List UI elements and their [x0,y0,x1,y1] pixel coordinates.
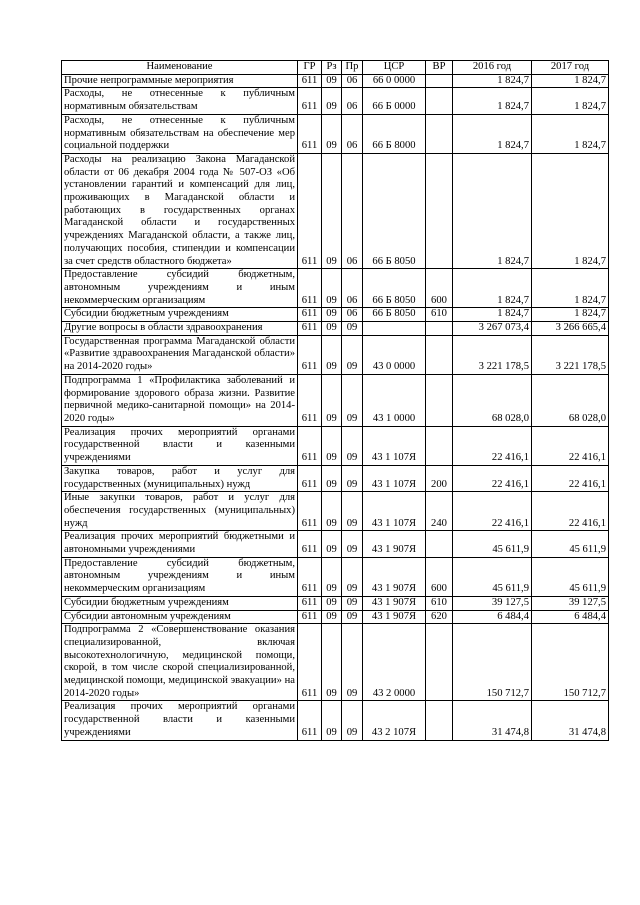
row-vr: 240 [426,492,453,531]
table-row [62,492,609,531]
row-vr [426,114,453,153]
row-pr: 09 [342,610,363,624]
row-2016: 45 611,9 [453,557,532,596]
row-gr: 611 [298,114,322,153]
row-pr: 06 [342,114,363,153]
header-name: Наименование [62,61,298,75]
row-gr: 611 [298,374,322,426]
row-2017: 3 221 178,5 [532,335,609,374]
row-vr [426,74,453,88]
row-2017: 22 416,1 [532,465,609,491]
row-2016: 68 028,0 [453,374,532,426]
table-row [62,557,609,596]
row-2017: 31 474,8 [532,701,609,740]
row-2017: 6 484,4 [532,610,609,624]
row-rz: 09 [322,88,342,114]
table-row [62,624,609,701]
row-rz: 09 [322,322,342,336]
row-2016: 45 611,9 [453,531,532,557]
row-vr [426,153,453,268]
row-gr: 611 [298,610,322,624]
row-rz: 09 [322,624,342,701]
row-gr: 611 [298,557,322,596]
row-name: Реализация прочих мероприятий органами государственной власти и казенными учреждениями [62,701,298,740]
row-name: Предоставление субсидий бюджетным, автономным учреждениям и иным некоммерческим организациям [62,269,298,308]
table-header-row [62,61,609,75]
table-body [62,74,609,740]
table-row [62,322,609,336]
row-vr [426,426,453,465]
row-pr: 09 [342,492,363,531]
row-vr: 610 [426,308,453,322]
row-gr: 611 [298,624,322,701]
row-2016: 22 416,1 [453,465,532,491]
row-csr: 43 1 0000 [363,374,426,426]
row-csr: 66 0 0000 [363,74,426,88]
row-name: Иные закупки товаров, работ и услуг для обеспечения государственных (муниципальных) нужд [62,492,298,531]
row-csr: 66 Б 0000 [363,88,426,114]
row-gr: 611 [298,153,322,268]
row-gr: 611 [298,322,322,336]
row-name: Другие вопросы в области здравоохранения [62,322,298,336]
table-row [62,610,609,624]
table-row [62,701,609,740]
row-csr: 43 2 0000 [363,624,426,701]
row-pr: 09 [342,557,363,596]
row-pr: 06 [342,269,363,308]
table-row [62,74,609,88]
row-csr: 43 1 107Я [363,465,426,491]
header-2016: 2016 год [453,61,532,75]
row-rz: 09 [322,610,342,624]
row-2016: 31 474,8 [453,701,532,740]
row-csr: 43 1 907Я [363,610,426,624]
row-2017: 3 266 665,4 [532,322,609,336]
header-2017: 2017 год [532,61,609,75]
row-vr [426,624,453,701]
header-vr: ВР [426,61,453,75]
row-2016: 22 416,1 [453,426,532,465]
row-name: Закупка товаров, работ и услуг для государственных (муниципальных) нужд [62,465,298,491]
row-pr: 09 [342,531,363,557]
row-csr: 66 Б 8000 [363,114,426,153]
row-2017: 1 824,7 [532,153,609,268]
row-rz: 09 [322,114,342,153]
row-name: Расходы, не отнесенные к публичным нормативным обязательствам на обеспечение мер социальной поддержки [62,114,298,153]
row-name: Реализация прочих мероприятий бюджетными и автономными учреждениями [62,531,298,557]
row-gr: 611 [298,596,322,610]
row-csr: 66 Б 8050 [363,308,426,322]
table-row [62,335,609,374]
row-rz: 09 [322,335,342,374]
row-pr: 09 [342,374,363,426]
row-vr [426,374,453,426]
row-2017: 22 416,1 [532,426,609,465]
row-gr: 611 [298,465,322,491]
row-csr [363,322,426,336]
row-2017: 1 824,7 [532,88,609,114]
row-name: Расходы, не отнесенные к публичным нормативным обязательствам [62,88,298,114]
row-csr: 43 1 107Я [363,426,426,465]
row-rz: 09 [322,596,342,610]
row-name: Субсидии автономным учреждениям [62,610,298,624]
row-rz: 09 [322,557,342,596]
row-vr [426,322,453,336]
row-gr: 611 [298,269,322,308]
row-pr: 06 [342,88,363,114]
row-rz: 09 [322,492,342,531]
row-name: Прочие непрограммные мероприятия [62,74,298,88]
row-name: Реализация прочих мероприятий органами государственной власти и казенными учреждениями [62,426,298,465]
row-vr: 200 [426,465,453,491]
header-gr: ГР [298,61,322,75]
table-row [62,114,609,153]
row-2017: 1 824,7 [532,308,609,322]
row-vr [426,701,453,740]
row-gr: 611 [298,426,322,465]
header-pr: Пр [342,61,363,75]
row-2016: 3 267 073,4 [453,322,532,336]
row-rz: 09 [322,426,342,465]
row-2016: 150 712,7 [453,624,532,701]
row-2017: 1 824,7 [532,114,609,153]
row-csr: 66 Б 8050 [363,269,426,308]
row-rz: 09 [322,465,342,491]
row-gr: 611 [298,531,322,557]
row-2016: 22 416,1 [453,492,532,531]
table-row [62,374,609,426]
row-pr: 09 [342,596,363,610]
row-name: Расходы на реализацию Закона Магаданской области от 06 декабря 2004 года № 507-ОЗ «Об установлении гарантий и компенсаций для лиц, проживающих в Магаданской области и работающих в государственных органах Магаданской области и государственных учреждениях Магаданской области, а также лиц, получающих пособия, стипендии и компенсации за счет средств областного бюджета» [62,153,298,268]
row-pr: 06 [342,74,363,88]
row-gr: 611 [298,308,322,322]
row-pr: 09 [342,624,363,701]
row-2017: 1 824,7 [532,74,609,88]
row-gr: 611 [298,74,322,88]
row-name: Субсидии бюджетным учреждениям [62,596,298,610]
row-gr: 611 [298,88,322,114]
row-pr: 09 [342,322,363,336]
row-rz: 09 [322,153,342,268]
row-vr: 600 [426,557,453,596]
row-rz: 09 [322,701,342,740]
row-rz: 09 [322,74,342,88]
row-2017: 150 712,7 [532,624,609,701]
row-2016: 1 824,7 [453,74,532,88]
row-2017: 68 028,0 [532,374,609,426]
row-rz: 09 [322,374,342,426]
row-2016: 39 127,5 [453,596,532,610]
table-row [62,465,609,491]
row-rz: 09 [322,531,342,557]
row-2016: 1 824,7 [453,308,532,322]
table-row [62,153,609,268]
row-vr: 600 [426,269,453,308]
header-csr: ЦСР [363,61,426,75]
row-vr [426,335,453,374]
row-pr: 06 [342,308,363,322]
row-name: Подпрограмма 1 «Профилактика заболеваний и формирование здорового образа жизни. Развитие первичной медико-санитарной помощи» на 2014-2020 годы» [62,374,298,426]
row-rz: 09 [322,308,342,322]
row-csr: 66 Б 8050 [363,153,426,268]
row-pr: 09 [342,335,363,374]
row-name: Государственная программа Магаданской области «Развитие здравоохранения Магаданской области» на 2014-2020 годы» [62,335,298,374]
row-gr: 611 [298,701,322,740]
row-gr: 611 [298,335,322,374]
table-row [62,308,609,322]
row-2017: 45 611,9 [532,531,609,557]
row-gr: 611 [298,492,322,531]
row-2016: 3 221 178,5 [453,335,532,374]
table-row [62,596,609,610]
row-pr: 09 [342,426,363,465]
row-csr: 43 1 907Я [363,557,426,596]
row-vr: 620 [426,610,453,624]
row-2016: 1 824,7 [453,88,532,114]
row-2016: 1 824,7 [453,153,532,268]
row-pr: 09 [342,465,363,491]
row-rz: 09 [322,269,342,308]
row-2016: 6 484,4 [453,610,532,624]
row-2017: 39 127,5 [532,596,609,610]
row-2017: 1 824,7 [532,269,609,308]
row-2017: 22 416,1 [532,492,609,531]
header-rz: Рз [322,61,342,75]
row-pr: 06 [342,153,363,268]
row-2017: 45 611,9 [532,557,609,596]
table-row [62,426,609,465]
table-row [62,88,609,114]
row-vr [426,88,453,114]
row-vr [426,531,453,557]
row-2016: 1 824,7 [453,114,532,153]
row-2016: 1 824,7 [453,269,532,308]
row-pr: 09 [342,701,363,740]
row-csr: 43 1 907Я [363,531,426,557]
row-name: Предоставление субсидий бюджетным, автономным учреждениям и иным некоммерческим организациям [62,557,298,596]
row-csr: 43 2 107Я [363,701,426,740]
row-vr: 610 [426,596,453,610]
table-row [62,269,609,308]
budget-table [61,60,609,741]
row-csr: 43 0 0000 [363,335,426,374]
table-row [62,531,609,557]
row-csr: 43 1 907Я [363,596,426,610]
row-name: Подпрограмма 2 «Совершенствование оказания специализированной, включая высокотехнологичную, медицинской помощи, скорой, в том числе скорой специализированной, медицинской помощи, медицинской эвакуации» на 2014-2020 годы» [62,624,298,701]
row-csr: 43 1 107Я [363,492,426,531]
row-name: Субсидии бюджетным учреждениям [62,308,298,322]
